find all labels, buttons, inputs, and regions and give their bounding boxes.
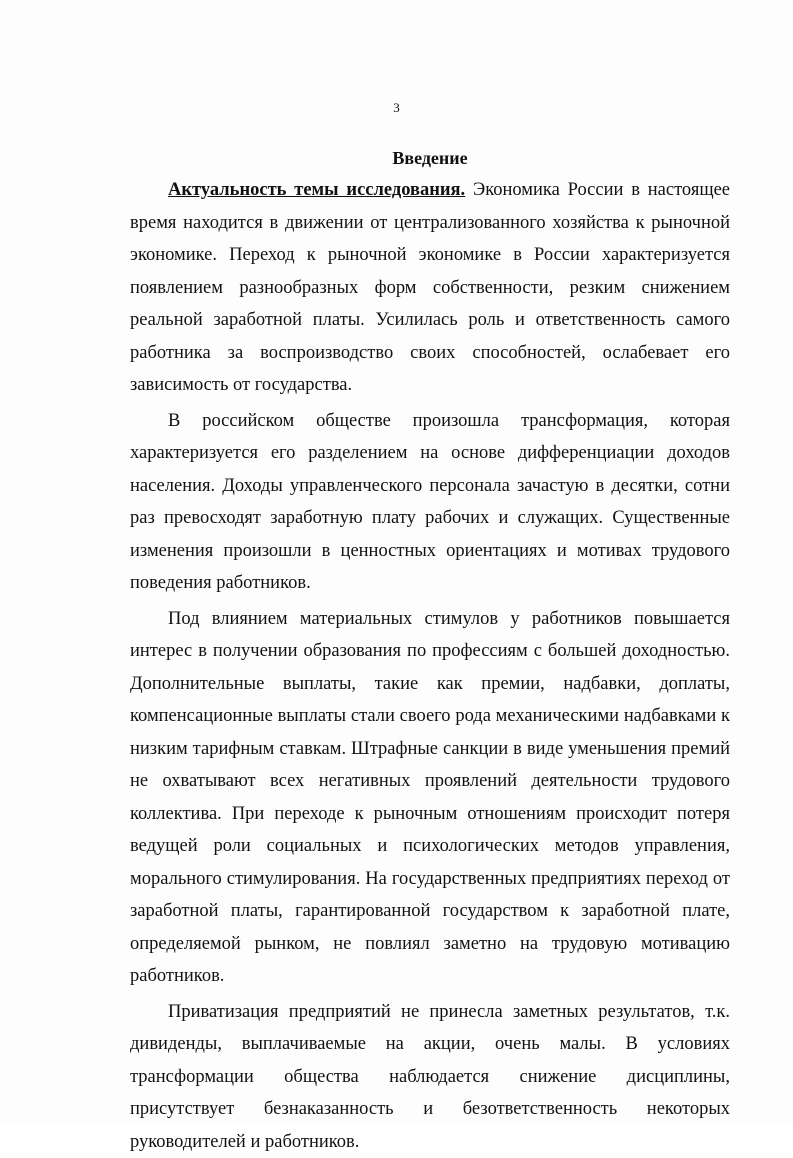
document-body <box>130 142 730 1158</box>
section-heading: Введение <box>130 142 730 174</box>
paragraph-transformation: В российском обществе произошла трансформация, которая характеризуется его разделением на основе дифференциации доходов населения. Доходы управленческого персонала зачастую в десятки, сотни раз превосходят заработную плату рабочих и служащих. Существенные изменения произошли в ценностных ориентациях и мотивах трудового поведения работников. <box>130 405 730 600</box>
page-number: 3 <box>0 100 793 116</box>
paragraph-privatization: Приватизация предприятий не принесла заметных результатов, т.к. дивиденды, выплачиваемые на акции, очень малы. В условиях трансформации общества наблюдается снижение дисциплины, присутствует безнаказанность и безответственность некоторых руководителей и работников. <box>130 996 730 1158</box>
paragraph-lead: Актуальность темы исследования. <box>168 180 465 200</box>
paragraph-incentives: Под влиянием материальных стимулов у работников повышается интерес в получении образования по профессиям с большей доходностью. Дополнительные выплаты, такие как премии, надбавки, доплаты, компенсационные выплаты стали своего рода механическими надбавками к низким тарифным ставкам. Штрафные санкции в виде уменьшения премий не охватывают всех негативных проявлений деятельности трудового коллектива. При переходе к рыночным отношениям происходит потеря ведущей роли социальных и психологических методов управления, морального стимулирования. На государственных предприятиях переход от заработной платы, гарантированной государством к заработной плате, определяемой рынком, не повлиял заметно на трудовую мотивацию работников. <box>130 603 730 993</box>
paragraph-text: Экономика России в настоящее время находится в движении от централизованного хозяйства к рыночной экономике. Переход к рыночной экономике в России характеризуется появлением разнообразных форм собственности, резким снижением реальной заработной платы. Усилилась роль и ответственность самого работника за воспроизводство своих способностей, ослабевает его зависимость от государства. <box>130 180 730 395</box>
paragraph-relevance <box>130 174 730 402</box>
